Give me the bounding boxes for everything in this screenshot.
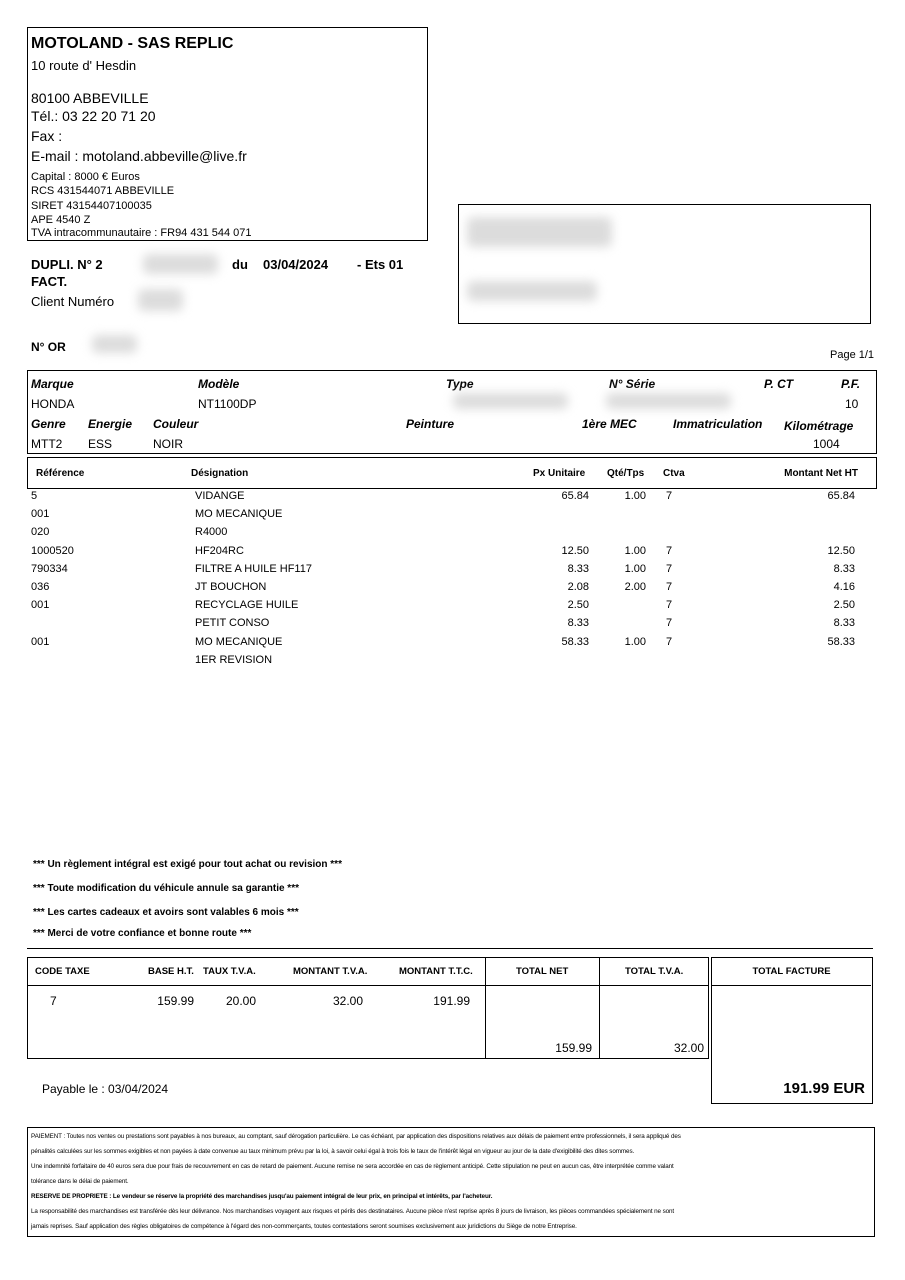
- label-mec: 1ère MEC: [582, 417, 637, 431]
- total-facture-label: TOTAL FACTURE: [752, 966, 831, 977]
- cell-des: HF204RC: [195, 544, 244, 557]
- legal-line-2: pénalités calculées sur les sommes exigibles et non payées à date convenue au taux minimum prévu par la loi, à savoir celui égal à trois fois le taux de l'intérêt légal en vigueur au jour de la date d'exigibilité des dites sommes.: [31, 1148, 635, 1155]
- company-capital: Capital : 8000 € Euros: [31, 171, 140, 183]
- cell-des: FILTRE A HUILE HF117: [195, 562, 312, 575]
- cell-des: JT BOUCHON: [195, 581, 267, 593]
- col-qte: Qté/Tps: [607, 468, 645, 479]
- company-ape: APE 4540 Z: [31, 214, 91, 226]
- value-modele: NT1100DP: [198, 397, 257, 411]
- cell-ctva: 7: [666, 544, 673, 557]
- cell-ctva: 7: [666, 581, 673, 593]
- value-km: 1004: [813, 437, 840, 451]
- value-pf: 10: [845, 397, 859, 411]
- company-email: E-mail : motoland.abbeville@live.fr: [31, 148, 247, 164]
- col-reference: Référence: [36, 468, 85, 479]
- legal-terms: [27, 1127, 875, 1237]
- cell-ctva: 7: [666, 617, 673, 630]
- value-marque: HONDA: [31, 397, 75, 411]
- cell-montant: 65.84: [827, 490, 855, 502]
- total-facture-value: 191.99 EUR: [783, 1080, 865, 1097]
- cell-ctva: 7: [666, 599, 673, 612]
- tax-col-mttc: MONTANT T.T.C.: [399, 966, 473, 977]
- cell-montant: 8.33: [833, 562, 855, 575]
- cell-px: 58.33: [561, 635, 589, 648]
- cell-des: MO MECANIQUE: [195, 508, 283, 521]
- client-number-redacted: [138, 289, 183, 311]
- cell-ref: 790334: [31, 562, 68, 575]
- legal-line-3: Une indemnité forfaitaire de 40 euros sera due pour frais de recouvrement en cas de retard de paiement. Aucune remise ne sera accordée en cas de règlement anticipé. Cette stipulation ne peut en aucun cas, être interprétée comme valant: [31, 1163, 674, 1170]
- cell-montant: 2.50: [833, 599, 855, 612]
- cell-px: 8.33: [567, 617, 589, 630]
- tax-col-code: CODE TAXE: [35, 966, 90, 977]
- label-type: Type: [446, 377, 474, 391]
- total-tva-value: 32.00: [673, 1041, 704, 1055]
- cell-des: PETIT CONSO: [195, 617, 270, 630]
- tax-table: [27, 957, 709, 1059]
- legal-line-7: jamais reprises. Sauf application des règles obligatoires de compétence à l'égard des non-commerçants, toutes contestations seront soumises exclusivement aux juridictions du Siège de notre Entreprise.: [31, 1223, 577, 1230]
- cell-qte: 1.00: [624, 490, 646, 502]
- tax-base: 159.99: [157, 994, 194, 1008]
- page-number: Page 1/1: [830, 349, 875, 361]
- cell-px: 8.33: [567, 562, 589, 575]
- label-genre: Genre: [31, 417, 66, 431]
- date-prefix: du: [232, 257, 248, 272]
- label-couleur: Couleur: [153, 417, 199, 431]
- or-number-label: N° OR: [31, 340, 66, 354]
- total-facture-box: [711, 957, 873, 1104]
- legal-line-4: tolérance dans le délai de paiement.: [31, 1178, 129, 1185]
- cell-montant: 58.33: [827, 635, 855, 648]
- payable-date: Payable le : 03/04/2024: [42, 1082, 169, 1096]
- cell-ref: 001: [31, 508, 50, 521]
- note-1: *** Un règlement intégral est exigé pour tout achat ou revision ***: [33, 859, 342, 870]
- label-immat: Immatriculation: [673, 417, 763, 431]
- legal-line-6: La responsabilité des marchandises est transférée dès leur délivrance. Nos marchandises voyagent aux risques et périls des destinataires. Aucune pièce n'est reprise après 8 jours de livraison, les pièces commandées spécialement ne sont: [31, 1208, 675, 1215]
- company-fax: Fax :: [31, 128, 63, 144]
- tax-taux: 20.00: [225, 994, 256, 1008]
- cell-montant: 4.16: [833, 581, 855, 593]
- legal-line-1: PAIEMENT : Toutes nos ventes ou prestations sont payables à nos bureaux, au comptant, sauf dérogation particulière. Le cas échéant, par application des dispositions relatives aux délais de paiement entre professionnels, il sera appliqué des: [31, 1133, 681, 1140]
- value-type-redacted: [453, 393, 568, 409]
- cell-des: 1ER REVISION: [195, 653, 273, 666]
- tax-col-base: BASE H.T.: [148, 966, 194, 977]
- legal-line-5: RESERVE DE PROPRIETE : Le vendeur se réserve la propriété des marchandises jusqu'au paiement intégral de leur prix, en principal et intérêts, par l'acheteur.: [31, 1193, 493, 1200]
- cell-qte: 1.00: [624, 635, 646, 648]
- label-peinture: Peinture: [406, 417, 455, 431]
- cell-px: 2.50: [567, 599, 589, 612]
- cell-qte: 1.00: [624, 562, 646, 575]
- customer-name-redacted: [467, 217, 612, 247]
- or-number-redacted: [92, 335, 137, 353]
- customer-street-redacted: [467, 281, 597, 301]
- company-rcs: RCS 431544071 ABBEVILLE: [31, 185, 175, 197]
- cell-des: VIDANGE: [195, 490, 245, 502]
- label-km: Kilométrage: [784, 419, 854, 433]
- cell-montant: 12.50: [827, 544, 855, 557]
- company-name: MOTOLAND - SAS REPLIC: [31, 35, 234, 52]
- label-energie: Energie: [88, 417, 133, 431]
- note-3: *** Les cartes cadeaux et avoirs sont valables 6 mois ***: [33, 907, 299, 918]
- tax-mttc: 191.99: [433, 994, 470, 1008]
- cell-des: R4000: [195, 526, 228, 539]
- company-tel: Tél.: 03 22 20 71 20: [31, 108, 156, 124]
- company-tva: TVA intracommunautaire : FR94 431 544 071: [31, 227, 252, 239]
- cell-montant: 8.33: [833, 617, 855, 630]
- cell-ctva: 7: [666, 490, 673, 502]
- company-siret: SIRET 43154407100035: [31, 200, 152, 212]
- cell-px: 65.84: [561, 490, 589, 502]
- label-modele: Modèle: [198, 377, 240, 391]
- cell-des: MO MECANIQUE: [195, 635, 283, 648]
- col-ctva: Ctva: [663, 468, 685, 479]
- cell-ctva: 7: [666, 635, 673, 648]
- cell-ref: 036: [31, 581, 50, 593]
- tax-col-ttva: TOTAL T.V.A.: [625, 966, 684, 977]
- vehicle-box: [27, 370, 877, 454]
- invoice-number-redacted: [143, 254, 218, 274]
- cell-ref: 5: [31, 490, 38, 502]
- col-designation: Désignation: [191, 468, 249, 479]
- company-address1: 10 route d' Hesdin: [31, 58, 137, 73]
- tax-col-taux: TAUX T.V.A.: [203, 966, 256, 977]
- company-box: [27, 27, 428, 241]
- label-marque: Marque: [31, 377, 74, 391]
- notes-divider: [27, 948, 873, 949]
- label-pf: P.F.: [841, 377, 861, 391]
- tax-col-mtva: MONTANT T.V.A.: [293, 966, 368, 977]
- cell-qte: 1.00: [624, 544, 646, 557]
- value-couleur: NOIR: [153, 437, 183, 451]
- note-4: *** Merci de votre confiance et bonne route ***: [33, 928, 252, 939]
- cell-px: 2.08: [567, 581, 589, 593]
- col-px-unitaire: Px Unitaire: [533, 468, 586, 479]
- col-montant: Montant Net HT: [784, 468, 858, 479]
- value-energie: ESS: [88, 437, 113, 451]
- tax-mtva: 32.00: [332, 994, 363, 1008]
- client-number-label: Client Numéro: [31, 294, 115, 309]
- cell-ref: 001: [31, 599, 50, 612]
- cell-ref: 020: [31, 526, 50, 539]
- tax-col-net: TOTAL NET: [516, 966, 569, 977]
- value-genre: MTT2: [31, 437, 63, 451]
- cell-qte: 2.00: [624, 581, 646, 593]
- customer-address-box: [458, 204, 871, 324]
- cell-ref: 1000520: [31, 544, 74, 557]
- cell-px: 12.50: [561, 544, 589, 557]
- label-pct: P. CT: [764, 377, 794, 391]
- tax-code: 7: [50, 994, 57, 1008]
- cell-ctva: 7: [666, 562, 673, 575]
- label-serie: N° Série: [609, 377, 656, 391]
- value-serie-redacted: [606, 393, 731, 409]
- company-address2: 80100 ABBEVILLE: [31, 90, 149, 106]
- total-net-value: 159.99: [555, 1041, 592, 1055]
- establishment: - Ets 01: [357, 257, 404, 272]
- dupli-number: DUPLI. N° 2: [31, 257, 103, 272]
- document-type: FACT.: [31, 274, 68, 289]
- note-2: *** Toute modification du véhicule annule sa garantie ***: [33, 883, 299, 894]
- cell-des: RECYCLAGE HUILE: [195, 599, 299, 612]
- cell-ref: 001: [31, 635, 50, 648]
- items-header: [27, 457, 877, 489]
- invoice-date: 03/04/2024: [263, 257, 329, 272]
